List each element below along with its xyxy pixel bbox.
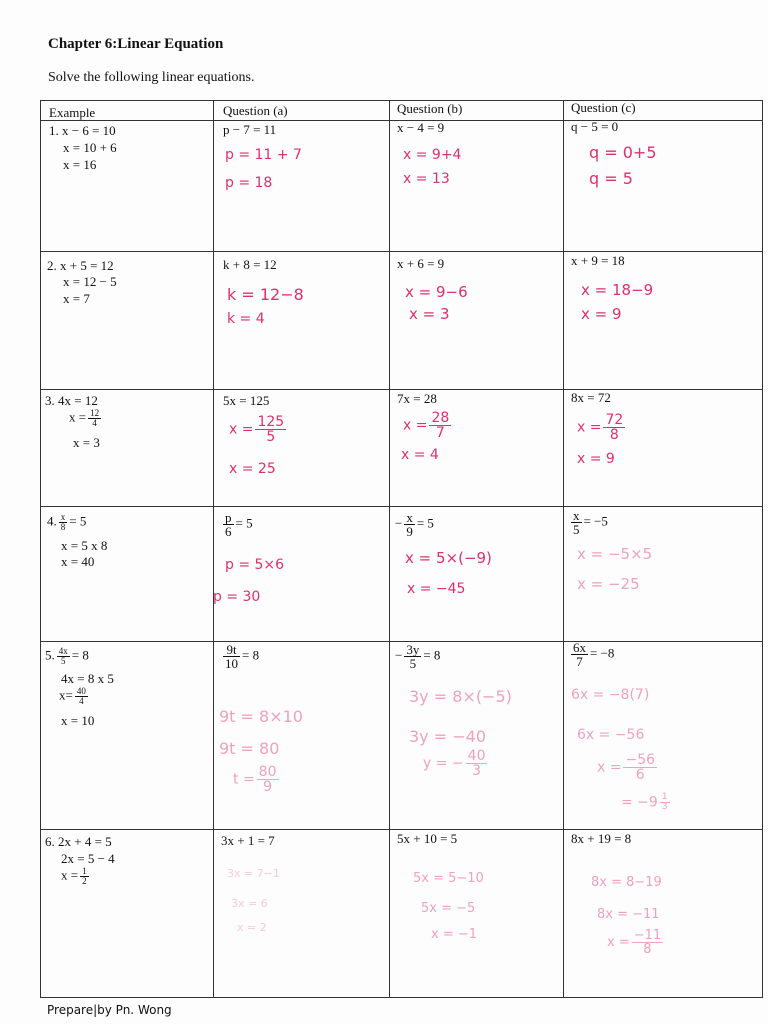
answer-3c-line: x = 9 [577,451,615,467]
example-4-line: 4. $\frac{x}{8}$ = 5 [47,512,87,532]
example-2-line: 2. x + 5 = 12 [47,258,114,273]
row-divider [41,251,762,252]
answer-6b-line: 5x = −5 [421,901,476,916]
example-5-line: x = 10 [61,713,95,728]
question-1b: x − 4 = 9 [397,120,445,135]
instruction: Solve the following linear equations. [48,70,255,85]
answer-6b-line: 5x = 5−10 [413,871,484,886]
answer-2a-line: k = 4 [227,311,265,327]
header-question-c: Question (c) [571,100,636,115]
footer-credit: Prepare|by Pn. Wong [47,1003,172,1017]
answer-1c-line: q = 0+5 [589,143,657,162]
example-3-line: 3. 4x = 12 [45,393,98,408]
example-1-line: 1. x − 6 = 10 [49,123,116,138]
question-2c: x + 9 = 18 [571,253,625,268]
answer-6a-line: 3x = 6 [231,897,268,910]
question-6b: 5x + 10 = 5 [397,831,458,846]
example-6-line: 6. 2x + 4 = 5 [45,834,112,849]
answer-5c-line: = −9 $\frac{1}{3}$ [621,792,668,812]
question-5c: $\frac{6x}{7}$ = −8 [573,640,615,669]
equations-table [40,100,763,998]
column-divider [563,101,564,997]
answer-5b-line: y = − $\frac{40}{3}$ [423,748,486,779]
question-6a: 3x + 1 = 7 [221,833,275,848]
question-2a: k + 8 = 12 [223,257,277,272]
example-3-line: x = $\frac{12}{4}$ [69,408,100,428]
answer-2c-line: x = 9 [581,305,622,323]
row-divider [41,829,762,830]
question-5a: $\frac{9t}{10}$ = 8 [225,642,260,671]
answer-1b-line: x = 9+4 [403,147,462,163]
example-5-line: x= $\frac{40}{4}$ [59,686,86,706]
example-4-line: x = 5 x 8 [61,538,108,553]
header-question-a: Question (a) [223,103,288,118]
answer-2b-line: x = 3 [409,305,450,323]
question-1c: q − 5 = 0 [571,119,619,134]
answer-5c-line: 6x = −8(7) [571,687,650,703]
header-example: Example [49,105,96,120]
page-title: Chapter 6:Linear Equation [48,36,224,52]
question-2b: x + 6 = 9 [397,256,445,271]
answer-6c-line: 8x = 8−19 [591,875,662,890]
answer-3a-line: x = 25 [229,461,276,477]
example-1-line: x = 16 [63,157,97,172]
question-4a: $\frac{p}{6}$ = 5 [225,510,253,539]
example-6-line: 2x = 5 − 4 [61,851,115,866]
answer-5a-line: 9t = 8×10 [219,707,303,726]
answer-5c-line: 6x = −56 [577,727,645,743]
answer-6c-line: 8x = −11 [597,907,660,922]
answer-4b-line: x = −45 [407,581,466,597]
example-2-line: x = 12 − 5 [63,274,117,289]
answer-4c-line: x = −25 [577,575,640,593]
answer-5b-line: 3y = 8×(−5) [409,687,512,706]
row-divider [41,641,762,642]
answer-6c-line: x = $\frac{-11}{8}$ [607,928,662,957]
answer-6a-line: x = 2 [237,921,267,934]
example-3-line: x = 3 [73,435,100,450]
row-divider [41,506,762,507]
answer-5b-line: 3y = −40 [409,727,486,746]
row-divider [41,389,762,390]
question-4b: − $\frac{x}{9}$ = 5 [395,510,434,539]
question-3c: 8x = 72 [571,390,611,405]
example-4-line: x = 40 [61,554,95,569]
answer-3c-line: x = $\frac{72}{8}$ [577,412,624,443]
answer-5c-line: x = $\frac{-56}{6}$ [597,752,656,783]
question-3a: 5x = 125 [223,393,270,408]
example-2-line: x = 7 [63,291,90,306]
example-5-line: 4x = 8 x 5 [61,671,114,686]
answer-1c-line: q = 5 [589,169,633,188]
answer-3b-line: x = $\frac{28}{7}$ [403,410,450,441]
question-4c: $\frac{x}{5}$ = −5 [573,508,608,537]
answer-5a-line: t = $\frac{80}{9}$ [233,764,277,795]
question-6c: 8x + 19 = 8 [571,831,632,846]
answer-2b-line: x = 9−6 [405,283,468,301]
answer-3b-line: x = 4 [401,447,439,463]
answer-2c-line: x = 18−9 [581,281,654,299]
answer-6b-line: x = −1 [431,927,478,942]
example-5-line: 5. $\frac{4x}{5}$ = 8 [45,646,89,666]
answer-5a-line: 9t = 80 [219,739,280,758]
example-1-line: x = 10 + 6 [63,140,117,155]
answer-6a-line: 3x = 7−1 [227,867,280,880]
answer-1a-line: p = 11 + 7 [225,147,302,163]
answer-4a-line: p = 5×6 [225,557,285,573]
answer-2a-line: k = 12−8 [227,285,304,304]
example-6-line: x = $\frac{1}{2}$ [61,866,87,886]
answer-4b-line: x = 5×(−9) [405,549,492,567]
question-1a: p − 7 = 11 [223,122,277,137]
answer-4a-line: p = 30 [213,589,261,605]
column-divider [389,101,390,997]
answer-1a-line: p = 18 [225,175,273,191]
answer-4c-line: x = −5×5 [577,545,653,563]
question-3b: 7x = 28 [397,391,437,406]
column-divider [213,101,214,997]
answer-1b-line: x = 13 [403,171,450,187]
question-5b: − $\frac{3y}{5}$ = 8 [395,642,441,671]
header-question-b: Question (b) [397,101,463,116]
answer-3a-line: x = $\frac{125}{5}$ [229,414,285,445]
